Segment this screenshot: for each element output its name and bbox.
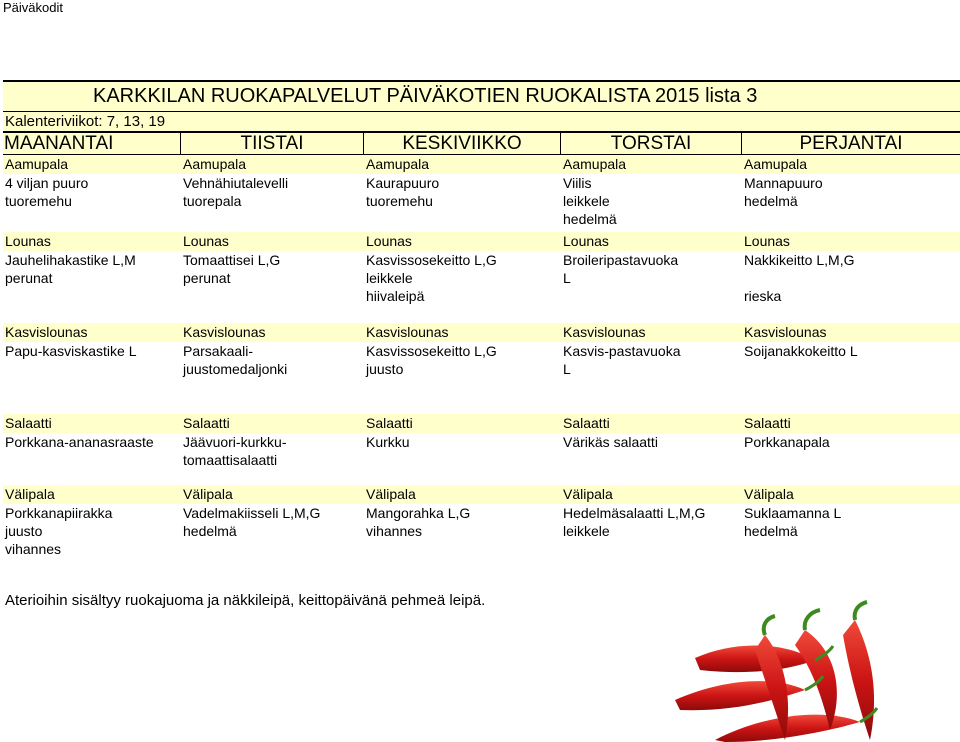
menu-item-line: rieska (744, 288, 782, 304)
section-header-2-2: Kasvislounas (364, 323, 561, 342)
menu-cell (364, 174, 561, 232)
section-header-0-4: Aamupala (742, 155, 960, 174)
section-header-1-0: Lounas (3, 232, 181, 251)
menu-item-line (744, 269, 960, 287)
menu-cell (561, 342, 742, 414)
menu-item-line: tuoremehu (366, 193, 433, 209)
menu-item-line: tomaattisalaatti (183, 452, 278, 468)
weekday-header-row (3, 133, 960, 155)
weekday-4: PERJANTAI (799, 133, 903, 154)
menu-item-line: Porkkana-ananasraaste (5, 434, 154, 450)
menu-item-line: leikkele (563, 523, 610, 539)
menu-cell (561, 504, 742, 576)
menu-cell (742, 342, 960, 414)
menu-item-line: Nakkikeitto L,M,G (744, 252, 855, 268)
menu-cell (364, 433, 561, 485)
menu-item-line: vihannes (366, 523, 423, 539)
menu-item-line: L (563, 270, 571, 286)
menu-item-line: tuorepala (183, 193, 242, 209)
red-chili-peppers-icon (655, 590, 960, 742)
calendar-weeks: Kalenteriviikot: 7, 13, 19 (3, 112, 960, 133)
menu-item-line: Kasvis-pastavuoka (563, 343, 681, 359)
menu-cell (3, 251, 181, 323)
menu-item-line: Kasvissosekeitto L,G (366, 343, 497, 359)
menu-item-line: perunat (5, 270, 53, 286)
section-header-3-4: Salaatti (742, 414, 960, 433)
menu-item-line: juusto (366, 361, 404, 377)
weekday-1: TIISTAI (181, 133, 364, 154)
menu-item-line: hedelmä (744, 193, 798, 209)
menu-sheet (3, 80, 960, 576)
menu-cell (181, 504, 364, 576)
menu-cell (742, 174, 960, 232)
menu-item-line: Parsakaali- (183, 343, 254, 359)
menu-item-line: L (563, 361, 571, 377)
menu-item-line: hedelmä (563, 211, 617, 227)
menu-item-line: leikkele (366, 270, 413, 286)
section-header-4-4: Välipala (742, 485, 960, 504)
menu-item-line: Kaurapuuro (366, 175, 440, 191)
menu-item-line: Suklaamanna L (744, 505, 842, 521)
menu-item-line: Kurkku (366, 434, 410, 450)
menu-item-line: juusto (5, 523, 43, 539)
section-header-4-3: Välipala (561, 485, 742, 504)
menu-cell (742, 504, 960, 576)
menu-cell (3, 342, 181, 414)
section-header-4-2: Välipala (364, 485, 561, 504)
menu-item-line: juustomedaljonki (183, 361, 288, 377)
menu-cell (3, 174, 181, 232)
menu-item-line: leikkele (563, 193, 610, 209)
menu-item-line: 4 viljan puuro (5, 175, 89, 191)
menu-title: KARKKILAN RUOKAPALVELUT PÄIVÄKOTIEN RUOKALISTA 2015 lista 3 (93, 85, 758, 107)
menu-item-line: perunat (183, 270, 231, 286)
menu-item-line: hedelmä (183, 523, 237, 539)
menu-cell (181, 251, 364, 323)
section-header-4-1: Välipala (181, 485, 364, 504)
menu-item-line: Värikäs salaatti (563, 434, 658, 450)
footer-note: Aterioihin sisältyy ruokajuoma ja näkkileipä, keittopäivänä pehmeä leipä. (5, 592, 486, 609)
weekday-3: TORSTAI (561, 133, 742, 154)
section-header-3-0: Salaatti (3, 414, 181, 433)
menu-item-line: Viilis (563, 175, 592, 191)
menu-item-line: hedelmä (744, 523, 798, 539)
section-header-0-3: Aamupala (561, 155, 742, 174)
section-header-2-4: Kasvislounas (742, 323, 960, 342)
section-header-0-0: Aamupala (3, 155, 181, 174)
section-header-1-3: Lounas (561, 232, 742, 251)
menu-cell (181, 433, 364, 485)
menu-cell (3, 433, 181, 485)
section-header-0-1: Aamupala (181, 155, 364, 174)
weekday-0: MAANANTAI (3, 133, 181, 154)
section-header-2-0: Kasvislounas (3, 323, 181, 342)
section-header-3-2: Salaatti (364, 414, 561, 433)
menu-item-line: Porkkanapiirakka (5, 505, 113, 521)
menu-cell (561, 251, 742, 323)
menu-cell (742, 251, 960, 323)
title-row (3, 80, 960, 112)
menu-cell (364, 342, 561, 414)
menu-cell (561, 174, 742, 232)
section-header-2-1: Kasvislounas (181, 323, 364, 342)
section-header-0-2: Aamupala (364, 155, 561, 174)
menu-item-line: Porkkanapala (744, 434, 830, 450)
section-header-3-3: Salaatti (561, 414, 742, 433)
menu-item-line: hiivaleipä (366, 288, 425, 304)
weekday-2: KESKIVIIKKO (364, 133, 561, 154)
menu-cell (181, 342, 364, 414)
section-header-3-1: Salaatti (181, 414, 364, 433)
menu-cell (364, 251, 561, 323)
menu-cell (364, 504, 561, 576)
menu-cell (561, 433, 742, 485)
menu-item-line: Jauhelihakastike L,M (5, 252, 136, 268)
menu-cell (3, 504, 181, 576)
menu-item-line: Mannapuuro (744, 175, 823, 191)
menu-item-line: Kasvissosekeitto L,G (366, 252, 497, 268)
menu-cell (181, 174, 364, 232)
breadcrumb: Päiväkodit (3, 0, 63, 15)
menu-item-line: Tomaattisei L,G (183, 252, 281, 268)
section-header-1-4: Lounas (742, 232, 960, 251)
menu-item-line: vihannes (5, 541, 62, 557)
menu-item-line: Jäävuori-kurkku- (183, 434, 287, 450)
menu-item-line: Vadelmakiisseli L,M,G (183, 505, 321, 521)
section-header-4-0: Välipala (3, 485, 181, 504)
section-header-1-2: Lounas (364, 232, 561, 251)
menu-item-line: Hedelmäsalaatti L,M,G (563, 505, 706, 521)
menu-item-line: Papu-kasviskastike L (5, 343, 137, 359)
menu-item-line: Vehnähiutalevelli (183, 175, 289, 191)
menu-item-line: Mangorahka L,G (366, 505, 471, 521)
menu-item-line: Broileripastavuoka (563, 252, 679, 268)
section-header-2-3: Kasvislounas (561, 323, 742, 342)
section-header-1-1: Lounas (181, 232, 364, 251)
menu-item-line: Soijanakkokeitto L (744, 343, 858, 359)
menu-grid (3, 155, 960, 576)
menu-item-line: tuoremehu (5, 193, 72, 209)
menu-cell (742, 433, 960, 485)
